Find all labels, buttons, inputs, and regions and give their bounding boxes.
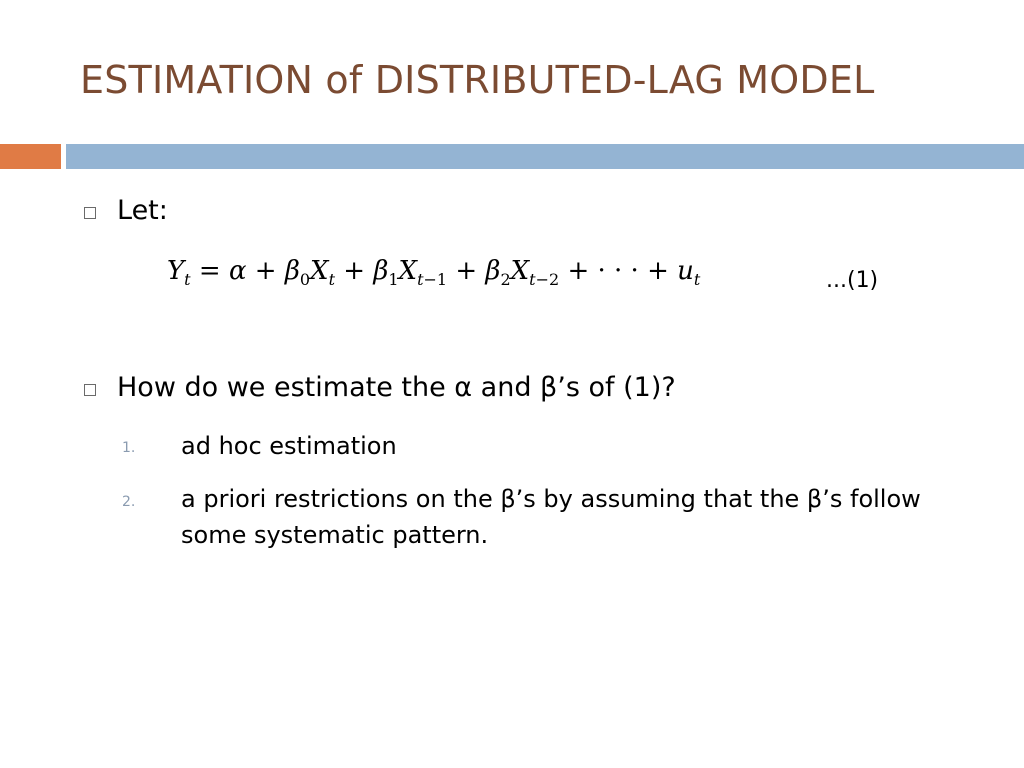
bullet-question: How do we estimate the α and β’s of (1)? (117, 372, 676, 403)
bullet-let: Let: (117, 195, 168, 226)
list-number: 2. (122, 494, 136, 510)
list-item-ad-hoc: ad hoc estimation (181, 432, 397, 460)
equation: $Y_t = \alpha + \beta_0X_t + \beta_1X_{t-1} + \beta_2X_{t-2}$ + · · · + $u_t$ (167, 256, 701, 289)
title-divider-bar (66, 144, 1024, 169)
title-accent-bar (0, 144, 61, 169)
slide-title: ESTIMATION of DISTRIBUTED-LAG MODEL (80, 58, 875, 102)
list-item-a-priori: a priori restrictions on the β’s by assuming that the β’s follow some systematic pattern. (181, 485, 921, 549)
list-number: 1. (122, 440, 136, 456)
bullet-square-icon (84, 384, 96, 396)
bullet-square-icon (84, 207, 96, 219)
equation-number: ...(1) (826, 268, 879, 293)
